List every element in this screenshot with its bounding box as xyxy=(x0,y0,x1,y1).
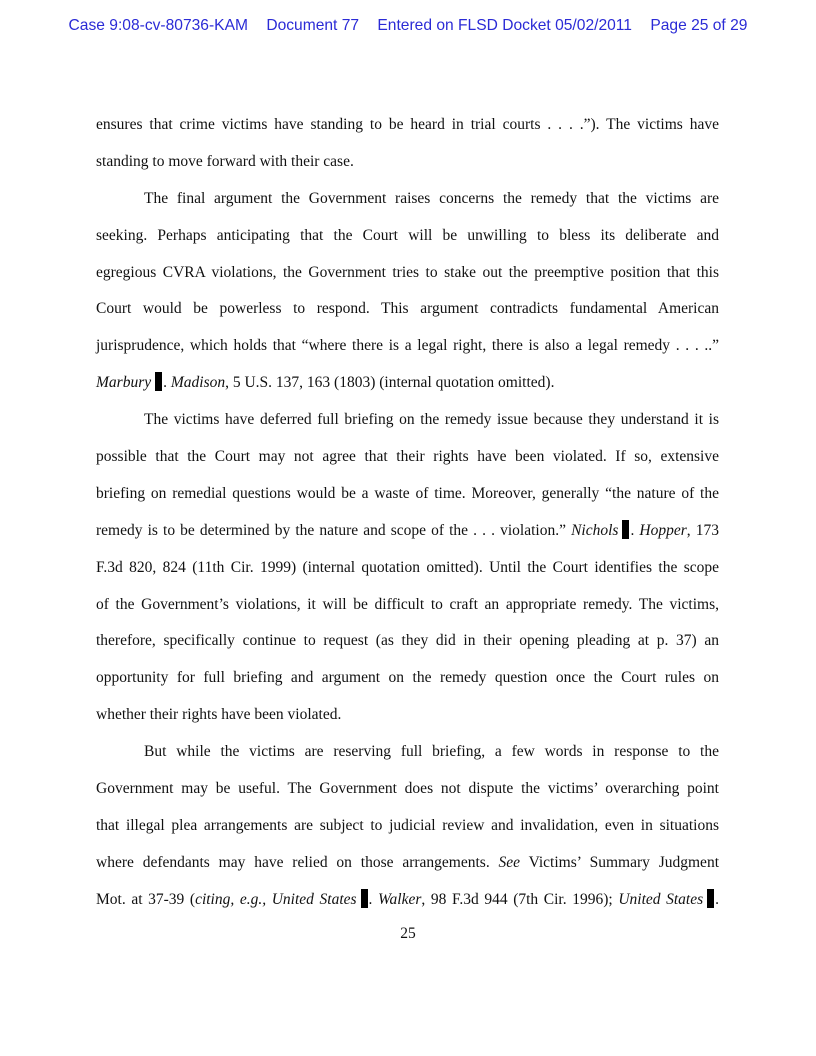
docket-header xyxy=(0,17,816,35)
redaction-bar xyxy=(707,889,714,908)
text-fragment: . xyxy=(630,521,640,539)
text-fragment: , 98 F.3d 944 (7th Cir. 1996); xyxy=(421,890,619,908)
document-number: Document 77 xyxy=(266,17,360,34)
docket-entry: Entered on FLSD Docket 05/02/2011 xyxy=(377,17,632,34)
redaction-bar xyxy=(622,520,629,539)
text-line xyxy=(96,366,719,403)
case-number: Case 9:08-cv-80736-KAM xyxy=(68,17,248,34)
text-line xyxy=(96,514,719,551)
text-line: briefing on remedial questions would be a waste of time. Moreover, generally “the nature of the xyxy=(96,484,719,502)
text-fragment: , 173 xyxy=(686,521,720,539)
text-line: standing to move forward with their case. xyxy=(96,152,354,170)
text-line: whether their rights have been violated. xyxy=(96,706,342,724)
case-name: citing, e.g., United States xyxy=(195,890,357,908)
text-fragment: where defendants may have relied on those arrangements. xyxy=(96,853,499,871)
text-line: ensures that crime victims have standing to be heard in trial courts . . . .”). The victims have xyxy=(96,116,719,133)
text-fragment: , 5 U.S. 137, 163 (1803) (internal quotation omitted). xyxy=(225,374,555,392)
case-name: Hopper xyxy=(639,521,687,539)
redaction-bar xyxy=(361,889,368,908)
text-line: opportunity for full briefing and argument on the remedy question once the Court rules on xyxy=(96,669,719,687)
case-name: United States xyxy=(618,890,704,908)
text-line: jurisprudence, which holds that “where there is a legal right, there is also a legal remedy . . . ..” xyxy=(96,337,719,355)
text-fragment: Victims’ Summary Judgment xyxy=(520,853,719,871)
text-line: of the Government’s violations, it will be difficult to craft an appropriate remedy. The victims, xyxy=(96,595,719,613)
text-line: Government may be useful. The Government does not dispute the victims’ overarching point xyxy=(96,780,719,798)
page-indicator: Page 25 of 29 xyxy=(650,17,748,34)
document-body xyxy=(96,108,719,920)
case-name: Madison xyxy=(170,374,226,392)
text-line: therefore, specifically continue to request (as they did in their opening pleading at p. 37) an xyxy=(96,632,719,650)
text-line: The victims have deferred full briefing on the remedy issue because they understand it is xyxy=(144,411,719,429)
page-number: 25 xyxy=(400,925,416,942)
text-line xyxy=(96,883,719,920)
text-line xyxy=(96,846,719,883)
text-fragment: Mot. at 37-39 ( xyxy=(96,890,196,908)
text-fragment: . xyxy=(368,890,379,908)
text-fragment: . xyxy=(163,374,171,392)
case-name: Nichols xyxy=(571,521,619,539)
text-fragment: . xyxy=(715,890,720,908)
redaction-bar xyxy=(155,372,162,391)
text-line: that illegal plea arrangements are subject to judicial review and invalidation, even in situations xyxy=(96,816,719,834)
text-line: But while the victims are reserving full briefing, a few words in response to the xyxy=(144,743,719,761)
case-name: Marbury xyxy=(96,374,152,392)
text-line: Court would be powerless to respond. This argument contradicts fundamental American xyxy=(96,300,719,318)
text-line: egregious CVRA violations, the Government tries to stake out the preemptive position that this xyxy=(96,263,719,281)
text-line: The final argument the Government raises concerns the remedy that the victims are xyxy=(144,189,719,207)
text-line: seeking. Perhaps anticipating that the Court will be unwilling to bless its deliberate and xyxy=(96,226,719,244)
text-line: F.3d 820, 824 (11th Cir. 1999) (internal quotation omitted). Until the Court identifies the scope xyxy=(96,558,719,576)
text-line: possible that the Court may not agree that their rights have been violated. If so, extensive xyxy=(96,448,719,466)
signal-word: See xyxy=(498,853,521,871)
text-fragment: remedy is to be determined by the nature and scope of the . . . violation.” xyxy=(96,521,572,539)
case-name: Walker xyxy=(378,890,422,908)
